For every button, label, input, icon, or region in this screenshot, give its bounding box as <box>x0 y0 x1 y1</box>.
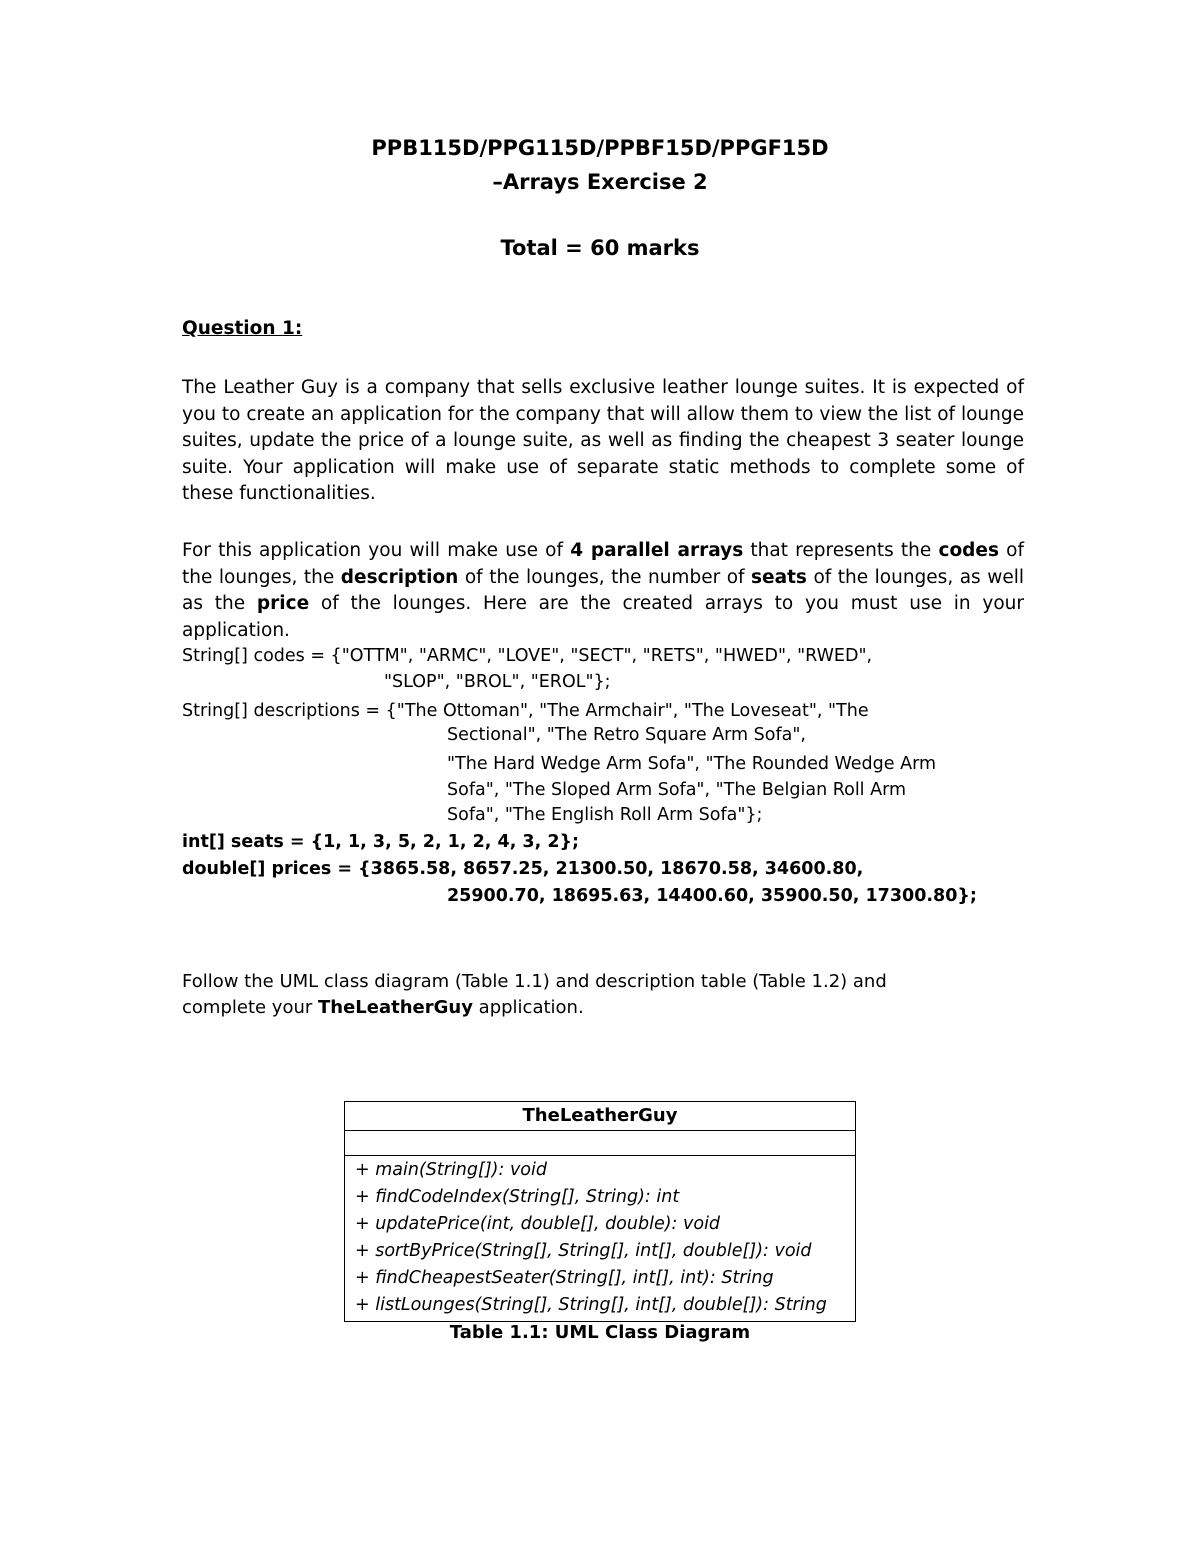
follow-instruction-line-2: complete your TheLeatherGuy application. <box>182 997 584 1018</box>
codes-array-line-2: "SLOP", "BROL", "EROL"}; <box>384 672 611 692</box>
course-codes-title: PPB115D/PPG115D/PPBF15D/PPGF15D <box>371 136 829 160</box>
uml-methods-section <box>345 1156 855 1321</box>
descriptions-array-line-3: "The Hard Wedge Arm Sofa", "The Rounded Wedge Arm <box>447 754 937 774</box>
uml-attributes-section <box>345 1131 855 1156</box>
uml-method: + updatePrice(int, double[], double): void <box>355 1214 721 1234</box>
descriptions-array-line-2: Sectional", "The Retro Square Arm Sofa", <box>447 725 806 745</box>
intro-paragraph: The Leather Guy is a company that sells exclusive leather lounge suites. It is expected of you to create an application for the company that will allow them to view the list of lounge suites, update the price of a lounge suite, as well as finding the cheapest 3 seater lounge suite. Your application will make use of separate static methods to complete some of these functionalities. <box>182 377 1024 504</box>
uml-method: + listLounges(String[], String[], int[], double[]): String <box>355 1295 827 1315</box>
seats-array-line: int[] seats = {1, 1, 3, 5, 2, 1, 2, 4, 3, 2}; <box>182 832 579 852</box>
descriptions-array-line-5: Sofa", "The English Roll Arm Sofa"}; <box>447 805 763 825</box>
follow-instruction-line-1: Follow the UML class diagram (Table 1.1) and description table (Table 1.2) and <box>182 971 887 992</box>
descriptions-array-line-1: String[] descriptions = {"The Ottoman", "The Armchair", "The Loveseat", "The <box>182 701 869 721</box>
uml-method: + findCheapestSeater(String[], int[], int): String <box>355 1268 774 1288</box>
uml-class-diagram <box>344 1101 856 1322</box>
uml-method: + main(String[]): void <box>355 1160 547 1180</box>
uml-table-caption: Table 1.1: UML Class Diagram <box>449 1322 751 1343</box>
prices-array-line-1: double[] prices = {3865.58, 8657.25, 21300.50, 18670.58, 34600.80, <box>182 859 864 879</box>
uml-method: + findCodeIndex(String[], String): int <box>355 1187 680 1207</box>
exercise-title: –Arrays Exercise 2 <box>492 170 708 194</box>
uml-method: + sortByPrice(String[], String[], int[], double[]): void <box>355 1241 812 1261</box>
arrays-paragraph: For this application you will make use of 4 parallel arrays that represents the codes of the lounges, the description of the lounges, the number of seats of the lounges, as well as the price of the lounges. Here are the created arrays to you must use in your application. <box>182 540 1024 641</box>
descriptions-array-line-4: Sofa", "The Sloped Arm Sofa", "The Belgian Roll Arm <box>447 780 907 800</box>
uml-class-name: TheLeatherGuy <box>345 1102 855 1131</box>
total-marks: Total = 60 marks <box>500 236 700 260</box>
question-heading: Question 1: <box>182 318 303 339</box>
codes-array-line-1: String[] codes = {"OTTM", "ARMC", "LOVE", "SECT", "RETS", "HWED", "RWED", <box>182 646 873 666</box>
prices-array-line-2: 25900.70, 18695.63, 14400.60, 35900.50, 17300.80}; <box>447 886 977 906</box>
